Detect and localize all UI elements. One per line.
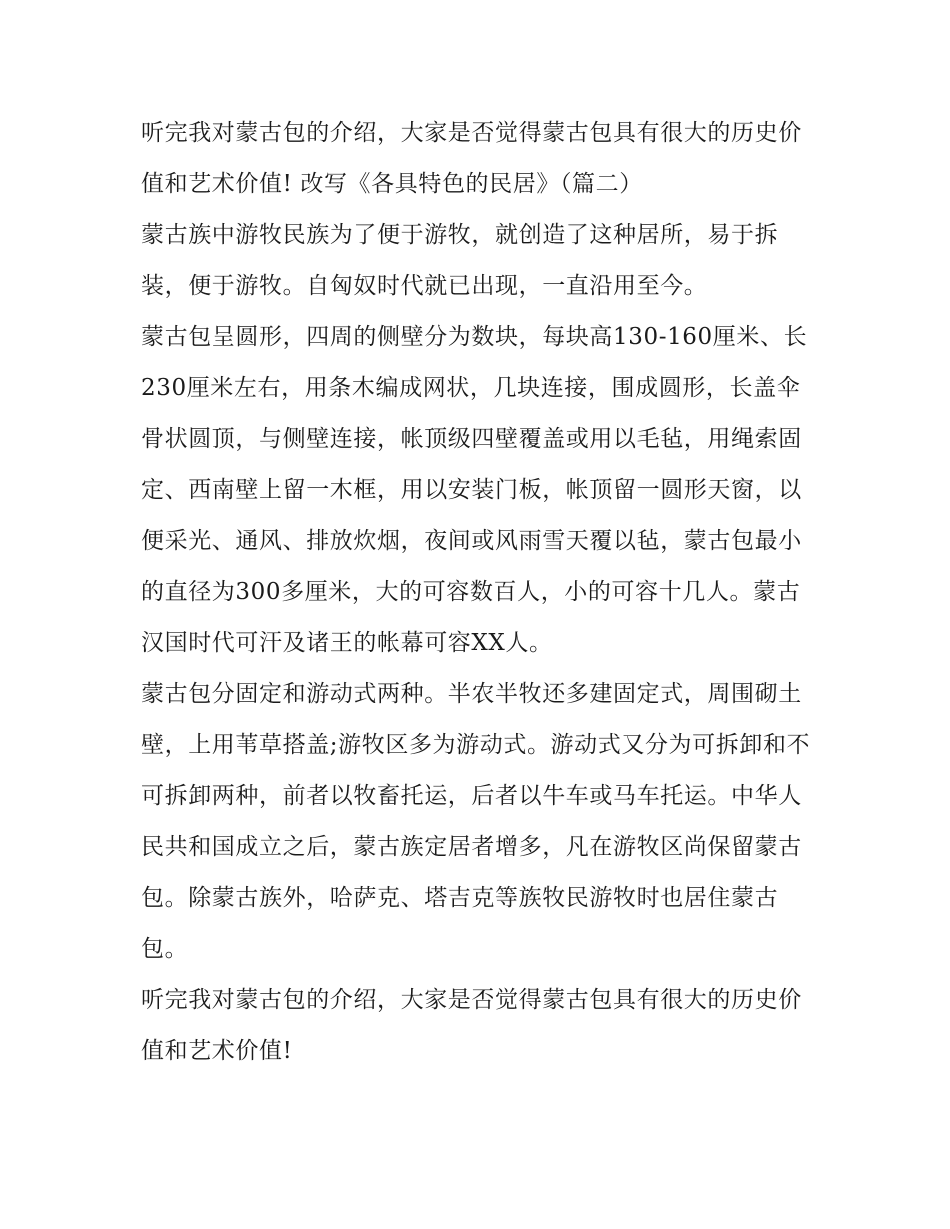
paragraph-nomadic-origin: 蒙古族中游牧民族为了便于游牧，就创造了这种居所，易于拆装，便于游牧。自匈奴时代就已出现，一直沿用至今。	[141, 222, 779, 299]
paragraph-intro-recap: 听完我对蒙古包的介绍，大家是否觉得蒙古包具有很大的历史价值和艺术价值! 改写《各具特色的民居》（篇二）	[141, 120, 802, 197]
document-body	[141, 108, 821, 1077]
paragraph-closing: 听完我对蒙古包的介绍，大家是否觉得蒙古包具有很大的历史价值和艺术价值!	[141, 987, 802, 1064]
paragraph-yurt-structure: 蒙古包呈圆形，四周的侧壁分为数块，每块高130-160厘米、长230厘米左右，用条木编成网状，几块连接，围成圆形，长盖伞骨状圆顶，与侧壁连接，帐顶级四壁覆盖或用以毛毡，用绳索固定、西南壁上留一木框，用以安装门板，帐顶留一圆形天窗，以便采光、通风、排放炊烟，夜间或风雨雪天覆以毡，蒙古包最小的直径为300多厘米，大的可容数百人，小的可容十几人。蒙古汉国时代可汗及诸王的帐幕可容XX人。	[141, 324, 808, 656]
paragraph-yurt-types: 蒙古包分固定和游动式两种。半农半牧还多建固定式，周围砌土壁，上用苇草搭盖;游牧区多为游动式。游动式又分为可拆卸和不可拆卸两种，前者以牧畜托运，后者以牛车或马车托运。中华人民共和国成立之后，蒙古族定居者增多，凡在游牧区尚保留蒙古包。除蒙古族外，哈萨克、塔吉克等族牧民游牧时也居住蒙古包。	[141, 681, 811, 962]
